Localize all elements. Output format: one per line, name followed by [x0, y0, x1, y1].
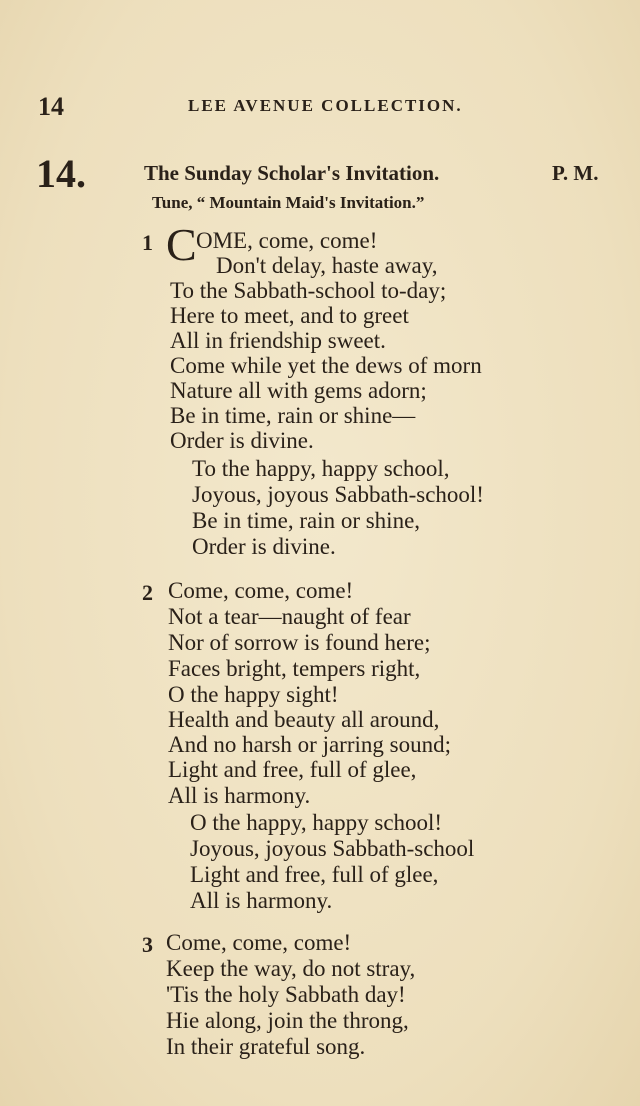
running-head	[38, 92, 580, 122]
verse-line: All in friendship sweet.	[170, 328, 386, 353]
verse-line: Faces bright, tempers right,	[168, 656, 421, 681]
running-title: LEE AVENUE COLLECTION.	[188, 96, 463, 115]
refrain-line: Be in time, rain or shine,	[192, 508, 421, 533]
hymn-heading	[36, 150, 620, 196]
verse-number: 2	[142, 580, 153, 605]
refrain-line: To the happy, happy school,	[192, 456, 450, 481]
verse-line: Light and free, full of glee,	[168, 757, 417, 782]
verse-line: Come, come, come!	[166, 930, 352, 955]
verse-line: Order is divine.	[170, 428, 314, 453]
verse-line: Nature all with gems adorn;	[170, 378, 427, 403]
hymn-title: The Sunday Scholar's Invitation.	[144, 161, 440, 185]
refrain-line: All is harmony.	[190, 888, 333, 913]
verse-line: To the Sabbath-school to-day;	[170, 278, 447, 303]
page-number: 14	[38, 92, 64, 121]
refrain-line: Joyous, joyous Sabbath-school!	[192, 482, 484, 507]
verse-line: In their grateful song.	[166, 1034, 366, 1059]
verse-line: Not a tear—naught of fear	[168, 604, 411, 629]
refrain-line: O the happy, happy school!	[190, 810, 443, 835]
drop-cap: C	[166, 219, 197, 270]
verse-line: All is harmony.	[168, 783, 311, 808]
verse-line: Don't delay, haste away,	[216, 253, 438, 278]
tune-line: Tune, “ Mountain Maid's Invitation.”	[152, 193, 425, 212]
verse-number: 3	[142, 932, 153, 957]
hymn-number: 14.	[36, 151, 86, 196]
verse-line: And no harsh or jarring sound;	[168, 732, 451, 757]
refrain-line: Order is divine.	[192, 534, 336, 559]
verse-line: Be in time, rain or shine—	[170, 403, 416, 428]
verse-line: Keep the way, do not stray,	[166, 956, 416, 981]
refrain-line: Light and free, full of glee,	[190, 862, 439, 887]
refrain-line: Joyous, joyous Sabbath-school	[190, 836, 475, 861]
verse-number: 1	[142, 230, 153, 255]
verse-line: 'Tis the holy Sabbath day!	[166, 982, 406, 1007]
verse-line: OME, come, come!	[196, 228, 378, 253]
verse-line: Come while yet the dews of morn	[170, 353, 482, 378]
hymn-meter: P. M.	[552, 161, 599, 185]
verse-line: O the happy sight!	[168, 682, 339, 707]
verse-line: Nor of sorrow is found here;	[168, 630, 431, 655]
verse-line: Come, come, come!	[168, 578, 354, 603]
verse-line: Health and beauty all around,	[168, 707, 440, 732]
verse-line: Here to meet, and to greet	[170, 303, 409, 328]
verse-line: Hie along, join the throng,	[166, 1008, 409, 1033]
